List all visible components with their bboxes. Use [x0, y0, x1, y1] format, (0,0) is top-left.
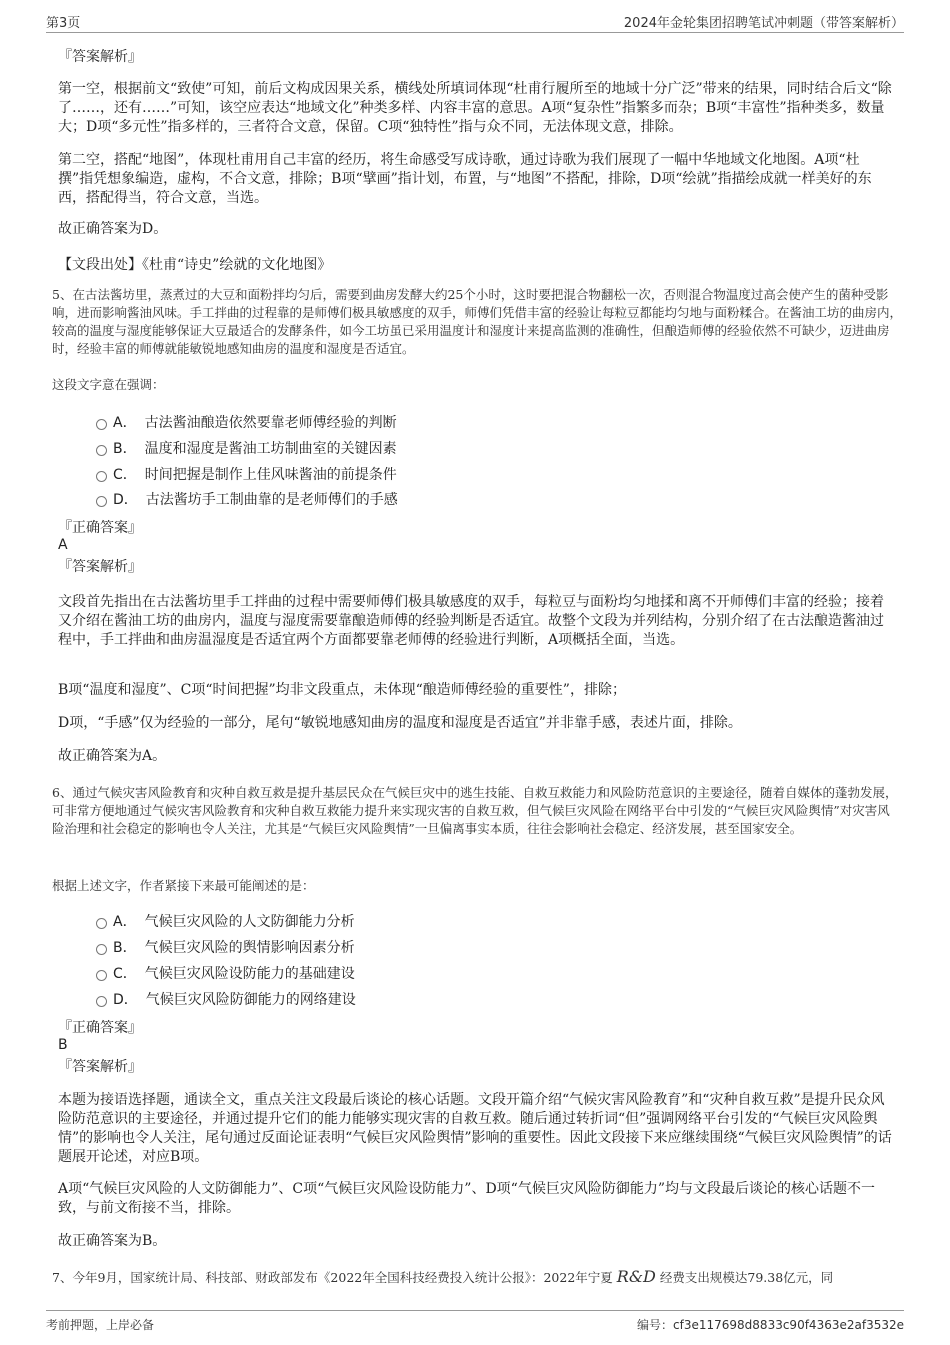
radio-icon[interactable] — [96, 471, 107, 482]
radio-icon[interactable] — [96, 496, 107, 507]
answer-analysis-label: 『答案解析』 — [58, 49, 142, 65]
document-title: 2024年金轮集团招聘笔试冲刺题（带答案解析） — [623, 16, 904, 31]
q6-option-d[interactable]: D． 气候巨灾风险防御能力的网络建设 — [96, 990, 796, 1010]
answer-conclusion: 故正确答案为D。 — [58, 221, 168, 237]
analysis-paragraph-1: 第一空，根据前文“致使”可知，前后文构成因果关系，横线处所填词体现“杜甫行履所至的地域十分广泛”带来的结果，同时结合后文“除了……，还有……”可知，该空应表达“地域文化”种类多样、内容丰富的意思。A项“复杂性”指繁多而杂；B项“丰富性”指种类多，数量大；D项“多元性”指多样的，三者符合文意，保留。C项“独特性”指与众不同，无法体现文意，排除。 — [58, 81, 892, 135]
source-note: 【文段出处】《杜甫“诗史”绘就的文化地图》 — [58, 257, 332, 273]
q5-analysis-paragraph-1: 文段首先指出在古法酱坊里手工拌曲的过程中需要师傅们极具敏感度的双手，每粒豆与面粉均匀地揉和离不开师傅们丰富的经验；接着又介绍在酱油工坊的曲房内，温度与湿度需要靠酿造师傅的经验判断是否适宜。故整个文段为并列结构，分别介绍了在古法酿造酱油过程中，手工拌曲和曲房温湿度是否适宜两个方面都要靠老师傅的经验进行判断，A项概括全面，当选。 — [58, 594, 884, 648]
radio-icon[interactable] — [96, 918, 107, 929]
q6-analysis-paragraph-2: A项“气候巨灾风险的人文防御能力”、C项“气候巨灾风险设防能力”、D项“气候巨灾风险防御能力”均与文段最后谈论的核心话题不一致，与前文衔接不当，排除。 — [58, 1181, 875, 1216]
q5-correct-answer: A — [58, 537, 68, 553]
q6-option-a[interactable]: A． 气候巨灾风险的人文防御能力分析 — [96, 912, 796, 932]
q5-option-d[interactable]: D． 古法酱坊手工制曲靠的是老师傅们的手感 — [96, 490, 796, 510]
q5-analysis-paragraph-3: D项，“手感”仅为经验的一部分，尾句“敏锐地感知曲房的温度和湿度是否适宜”并非靠手感，表述片面，排除。 — [58, 715, 742, 731]
radio-icon[interactable] — [96, 944, 107, 955]
rd-math-term: R&D — [616, 1267, 656, 1286]
q6-analysis-label: 『答案解析』 — [58, 1059, 142, 1075]
page-header — [46, 10, 904, 33]
q5-analysis-label: 『答案解析』 — [58, 559, 142, 575]
q5-option-c[interactable]: C． 时间把握是制作上佳风味酱油的前提条件 — [96, 465, 796, 485]
question-5-prompt: 这段文字意在强调： — [52, 377, 165, 392]
q6-option-c[interactable]: C． 气候巨灾风险设防能力的基础建设 — [96, 964, 796, 984]
q5-option-b[interactable]: B． 温度和湿度是酱油工坊制曲室的关键因素 — [96, 439, 796, 459]
document-id: 编号：cf3e117698d8833c90f4363e2af3532e — [637, 1318, 904, 1332]
q6-correct-answer: B — [58, 1037, 68, 1053]
question-6-prompt: 根据上述文字，作者紧接下来最可能阐述的是： — [52, 878, 315, 893]
radio-icon[interactable] — [96, 445, 107, 456]
q6-correct-label: 『正确答案』 — [58, 1020, 142, 1036]
footer-slogan: 考前押题，上岸必备 — [46, 1318, 155, 1332]
q5-analysis-paragraph-2: B项“温度和湿度”、C项“时间把握”均非文段重点，未体现“酿造师傅经验的重要性”，排除； — [58, 682, 626, 698]
page-number: 第3页 — [46, 16, 81, 31]
q6-option-b[interactable]: B． 气候巨灾风险的舆情影响因素分析 — [96, 938, 796, 958]
question-6-text: 6、通过气候灾害风险教育和灾种自救互救是提升基层民众在气候巨灾中的逃生技能、自救互救能力和风险防范意识的主要途径，随着自媒体的蓬勃发展，可非常方便地通过气候灾害风险教育和灾种自救互救能力提升来实现灾害的自救互救，但气候巨灾风险在网络平台中引发的“气候巨灾风险舆情”对灾害风险治理和社会稳定的影响也令人关注，尤其是“气候巨灾风险舆情”一旦偏离事实本质，往往会影响社会稳定、经济发展，甚至国家安全。 — [52, 785, 898, 836]
q6-analysis-paragraph-1: 本题为接语选择题，通读全文，重点关注文段最后谈论的核心话题。文段开篇介绍“气候灾害风险教育”和“灾种自救互救”是提升民众风险防范意识的主要途径，并通过提升它们的能力能够实现灾害的自救互救。随后通过转折词“但”强调网络平台引发的“气候巨灾风险舆情”的影响也令人关注，尾句通过反面论证表明“气候巨灾风险舆情”影响的重要性。因此文段接下来应继续围绕“气候巨灾风险舆情”的话题展开论述，对应B项。 — [58, 1092, 892, 1165]
radio-icon[interactable] — [96, 970, 107, 981]
page-footer — [46, 1310, 904, 1335]
question-5-text: 5、在古法酱坊里，蒸煮过的大豆和面粉拌均匀后，需要到曲房发酵大约25个小时，这时要把混合物翻松一次，否则混合物温度过高会使产生的菌种受影响，进而影响酱油风味。手工拌曲的过程靠的是师傅们极具敏感度的双手，师傅们凭借丰富的经验让每粒豆都能均匀地与面粉糅合。在酱油工坊的曲房内，较高的温度与湿度能够保证大豆最适合的发酵条件，如今工坊虽已采用温度计和湿度计来提高监测的准确性，但酿造师傅的经验依然不可缺少，迈进曲房时，经验丰富的师傅就能敏锐地感知曲房的温度和湿度是否适宜。 — [52, 287, 903, 356]
q6-answer-conclusion: 故正确答案为B。 — [58, 1233, 167, 1249]
q5-correct-label: 『正确答案』 — [58, 520, 142, 536]
q5-answer-conclusion: 故正确答案为A。 — [58, 748, 167, 764]
analysis-paragraph-2: 第二空，搭配“地图”，体现杜甫用自己丰富的经历，将生命感受写成诗歌，通过诗歌为我们展现了一幅中华地域文化地图。A项“杜撰”指凭想象编造，虚构，不合文意，排除；B项“擘画”指计划，布置，与“地图”不搭配，排除，D项“绘就”指描绘成就一样美好的东西，搭配得当，符合文意，当选。 — [58, 152, 872, 206]
q5-option-a[interactable]: A． 古法酱油酿造依然要靠老师傅经验的判断 — [96, 413, 796, 433]
radio-icon[interactable] — [96, 996, 107, 1007]
radio-icon[interactable] — [96, 419, 107, 430]
question-7-text: 7、今年9月，国家统计局、科技部、财政部发布《2022年全国科技经费投入统计公报》：2022年宁夏 R&D 经费支出规模达79.38亿元，同 — [52, 1267, 834, 1286]
